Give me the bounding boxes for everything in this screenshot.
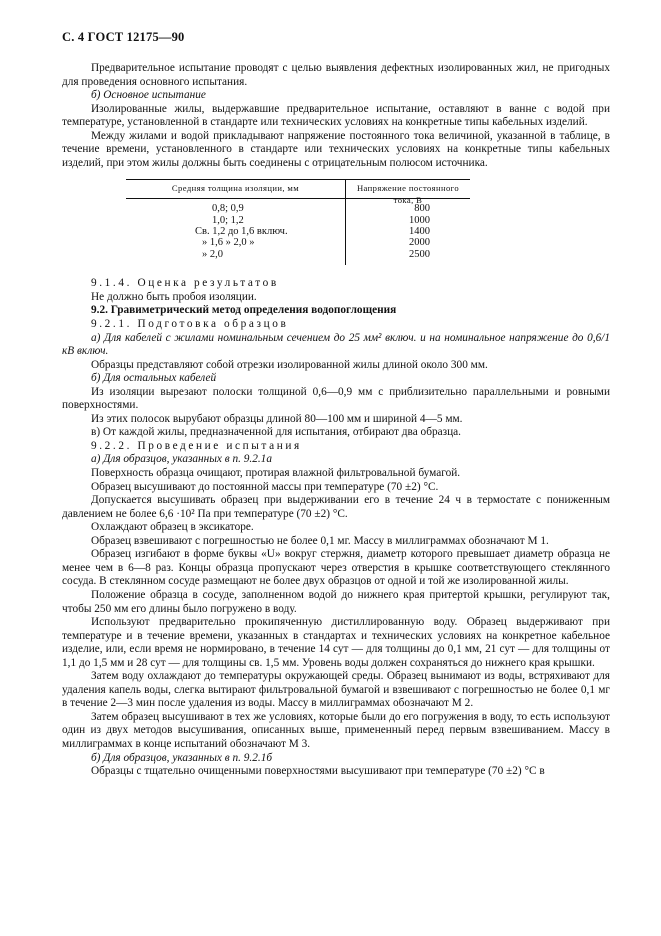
paragraph: Из этих полосок вырубают образцы длиной 80—100 мм и шириной 4—5 мм. [91, 412, 463, 425]
paragraph: Образец изгибают в форме буквы «U» вокруг стержня, диаметр которого превышает диаметр образца не менее чем в 6—8 раз. Концы образца пропускают через отверстия в крышке соответствующего стеклянного сосуда. В стеклянном сосуде размещают не более двух образцов от одной и той же изолированной жилы. [62, 548, 610, 588]
subheading-9-2-2a: а) Для образцов, указанных в п. 9.2.1а [91, 453, 272, 466]
paragraph: Допускается высушивать образец при выдерживании его в течение 24 ч в термостате с пониженным давлением не более 6,6 ·10² Па при температуре (70 ±2) °С. [62, 494, 610, 520]
paragraph: Предварительное испытание проводят с целью выявления дефектных изолированных жил, не пригодных для проведения основного испытания. [62, 62, 610, 88]
subheading-9-2-1a: а) Для кабелей с жилами номинальным сечением до 25 мм² включ. и на номинальное напряжение до 0,6/1 кВ включ. [62, 331, 610, 358]
table-cell: 1400 [409, 225, 430, 237]
table-cell: 800 [414, 203, 430, 215]
section-9-1-4-heading: 9.1.4. Оценка результатов [91, 277, 279, 290]
paragraph: Затем воду охлаждают до температуры окружающей среды. Образец вынимают из воды, встряхивают для удаления капель воды, слегка вытирают фильтровальной бумагой и взвешивают с погрешностью не более 0,1 мг в течение 2—3 мин после удаления из воды. Массу в миллиграммах обозначают М 2. [62, 670, 610, 710]
paragraph: Охлаждают образец в эксикаторе. [91, 521, 254, 534]
document-body [62, 62, 610, 779]
voltage-table [126, 179, 470, 267]
table-header-thickness: Средняя толщина изоляции, мм [171, 183, 300, 194]
paragraph: Используют предварительно прокипяченную дистиллированную воду. Образец выдерживают при температуре и в течение времени, указанных в стандартах и технических условиях на конкретное кабельное изделие, или, если время не нормировано, в течение 14 сут — для толщины до 0,1 мм, 21 сут — для толщины от 1,1 до 1,5 мм и 28 сут — для толщины св. 1,5 мм. Уровень воды должен сохраняться до нижнего края крышки. [62, 616, 610, 669]
table-top-rule [126, 179, 470, 180]
paragraph: в) От каждой жилы, предназначенной для испытания, отбирают два образца. [91, 426, 461, 439]
table-column-voltage [346, 203, 470, 259]
table-header-voltage: Напряжение постоянного тока, В [356, 183, 460, 205]
paragraph: Образцы с тщательно очищенными поверхностями высушивают при температуре (70 ±2) °С в [91, 765, 545, 778]
paragraph: Образцы представляют собой отрезки изолированной жилы длиной около 300 мм. [91, 358, 488, 371]
page-header: С. 4 ГОСТ 12175—90 [62, 30, 185, 44]
paragraph: Изолированные жилы, выдержавшие предварительное испытание, оставляют в ванне с водой при температуре, установленной в стандарте или технических условиях на конкретные типы кабельных изделий. [62, 102, 610, 129]
table-cell: 1,0; 1,2 [212, 214, 244, 226]
table-cell: 2500 [409, 248, 430, 260]
table-cell: 0,8; 0,9 [212, 203, 244, 215]
paragraph: Поверхность образца очищают, протирая влажной фильтровальной бумагой. [91, 467, 461, 480]
subheading-9-2-2b: б) Для образцов, указанных в п. 9.2.1б [91, 751, 273, 764]
paragraph: Положение образца в сосуде, заполненном водой до нижнего края притертой крышки, регулируют так, чтобы 250 мм его длины было погружено в воду. [62, 588, 610, 615]
section-9-2-1-heading: 9.2.1. Подготовка образцов [91, 318, 289, 331]
table-column-thickness [126, 203, 345, 259]
paragraph: Не должно быть пробоя изоляции. [91, 290, 257, 303]
paragraph: Между жилами и водой прикладывают напряжение постоянного тока величиной, указанной в таблице, в течение времени, установленного в стандарте или технических условиях на конкретные типы кабельных изделий, при этом жилы должны быть соединены с отрицательным полюсом источника. [62, 129, 610, 169]
subheading-main-test: б) Основное испытание [91, 89, 206, 102]
table-cell: 2000 [409, 237, 430, 249]
paragraph: Затем образец высушивают в тех же условиях, которые были до его погружения в воду, то есть используют один из двух методов высушивания, описанных выше, примененный перед первым взвешиванием. Массу в миллиграммах в конце испытаний обозначают М 3. [62, 710, 610, 750]
section-9-2-2-heading: 9.2.2. Проведение испытания [91, 439, 302, 452]
section-9-2-heading: 9.2. Гравиметрический метод определения водопоглощения [91, 304, 397, 317]
paragraph: Из изоляции вырезают полоски толщиной 0,6—0,9 мм с приблизительно параллельными и ровными поверхностями. [62, 385, 610, 412]
table-cell: Св. 1,2 до 1,6 включ. [195, 225, 288, 237]
table-cell: » 1,6 » 2,0 » [202, 237, 255, 249]
table-cell: » 2,0 [202, 248, 223, 260]
table-cell: 1000 [409, 214, 430, 226]
paragraph: Образец взвешивают с погрешностью не более 0,1 мг. Массу в миллиграммах обозначают М 1. [91, 534, 549, 547]
paragraph: Образец высушивают до постоянной массы при температуре (70 ±2) °С. [91, 480, 439, 493]
subheading-9-2-1b: б) Для остальных кабелей [91, 372, 217, 385]
